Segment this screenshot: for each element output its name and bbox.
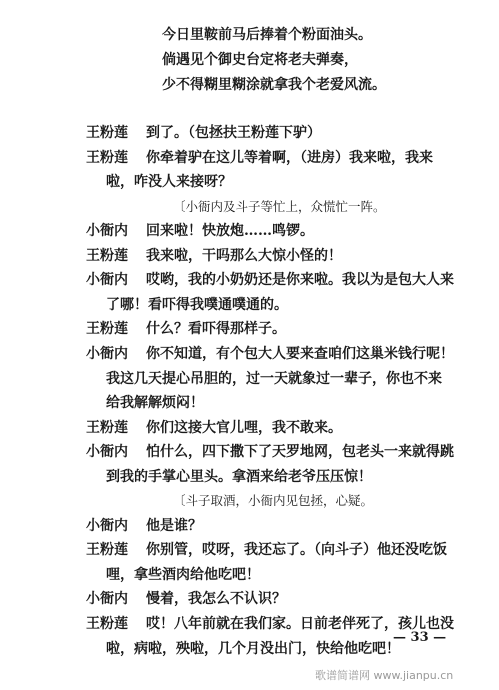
- page-number: — 33 —: [393, 630, 447, 645]
- verse-line: 今日里鞍前马后捧着个粉面油头。: [162, 27, 372, 43]
- dialogue-text: 到了。（包拯扶王粉莲下驴）: [146, 125, 321, 141]
- speaker-name: 小衙内: [86, 346, 128, 362]
- dialogue-continuation: 哩，拿些酒肉给他吃吧！: [106, 567, 260, 583]
- dialogue-text: 怕什么，四下撒下了天罗地网，包老头一来就得跳: [146, 444, 454, 460]
- dialogue-text: 回来啦！快放炮……鸣锣。: [146, 223, 314, 239]
- speaker-name: 王粉莲: [86, 616, 128, 632]
- dialogue-text: 你不知道，有个包大人要来查咱们这巢米钱行呢！: [146, 346, 454, 362]
- dialogue-continuation: 了哪！看吓得我噗通噗通的。: [106, 297, 288, 313]
- dialogue-text: 我来啦，干吗那么大惊小怪的！: [146, 248, 342, 264]
- watermark-text: 歌谱简谱网 www.jianpu.cn: [315, 669, 454, 682]
- dialogue-text: 哎！八年前就在我们家。日前老伴死了，孩儿也没: [146, 616, 454, 632]
- dialogue-continuation: 给我解解烦闷！: [106, 395, 204, 411]
- dialogue-text: 你牵着驴在这儿等着啊，（进房）我来啦，我来: [146, 150, 433, 166]
- dialogue-continuation: 啦，咋没人来接呀？: [106, 174, 232, 190]
- dialogue-text: 他是谁？: [146, 518, 202, 534]
- dialogue-text: 你们这接大官儿哩，我不敢来。: [146, 420, 342, 436]
- speaker-name: 小衙内: [86, 272, 128, 288]
- speaker-name: 小衙内: [86, 444, 128, 460]
- dialogue-text: 哎哟，我的小奶奶还是你来啦。我以为是包大人来: [146, 272, 454, 288]
- speaker-name: 小衙内: [86, 223, 128, 239]
- speaker-name: 王粉莲: [86, 542, 128, 558]
- speaker-name: 王粉莲: [86, 420, 128, 436]
- speaker-name: 王粉莲: [86, 150, 128, 166]
- speaker-name: 小衙内: [86, 518, 128, 534]
- dialogue-continuation: 我这几天提心吊胆的，过一天就象过一辈子，你也不来: [106, 371, 442, 387]
- dialogue-text: 慢着，我怎么不认识？: [146, 591, 286, 607]
- speaker-name: 小衙内: [86, 591, 128, 607]
- dialogue-text: 你别管，哎呀，我还忘了。（向斗子）他还没吃饭: [146, 542, 447, 558]
- dialogue-text: 什么？看吓得那样子。: [146, 321, 286, 337]
- dialogue-continuation: 到我的手掌心里头。拿酒来给老爷压压惊！: [106, 469, 372, 485]
- stage-direction: 〔斗子取酒，小衙内见包拯，心疑。: [173, 493, 374, 508]
- speaker-name: 王粉莲: [86, 125, 128, 141]
- dialogue-continuation: 啦，病啦，殃啦，几个月没出门，快给他吃吧！: [106, 641, 400, 657]
- speaker-name: 王粉莲: [86, 248, 128, 264]
- verse-line: 倘遇见个御史台定将老夫弹奏，: [162, 52, 358, 68]
- stage-direction: 〔小衙内及斗子等忙上，众慌忙一阵。: [173, 199, 386, 214]
- speaker-name: 王粉莲: [86, 321, 128, 337]
- verse-line: 少不得糊里糊涂就拿我个老爱风流。: [162, 77, 386, 93]
